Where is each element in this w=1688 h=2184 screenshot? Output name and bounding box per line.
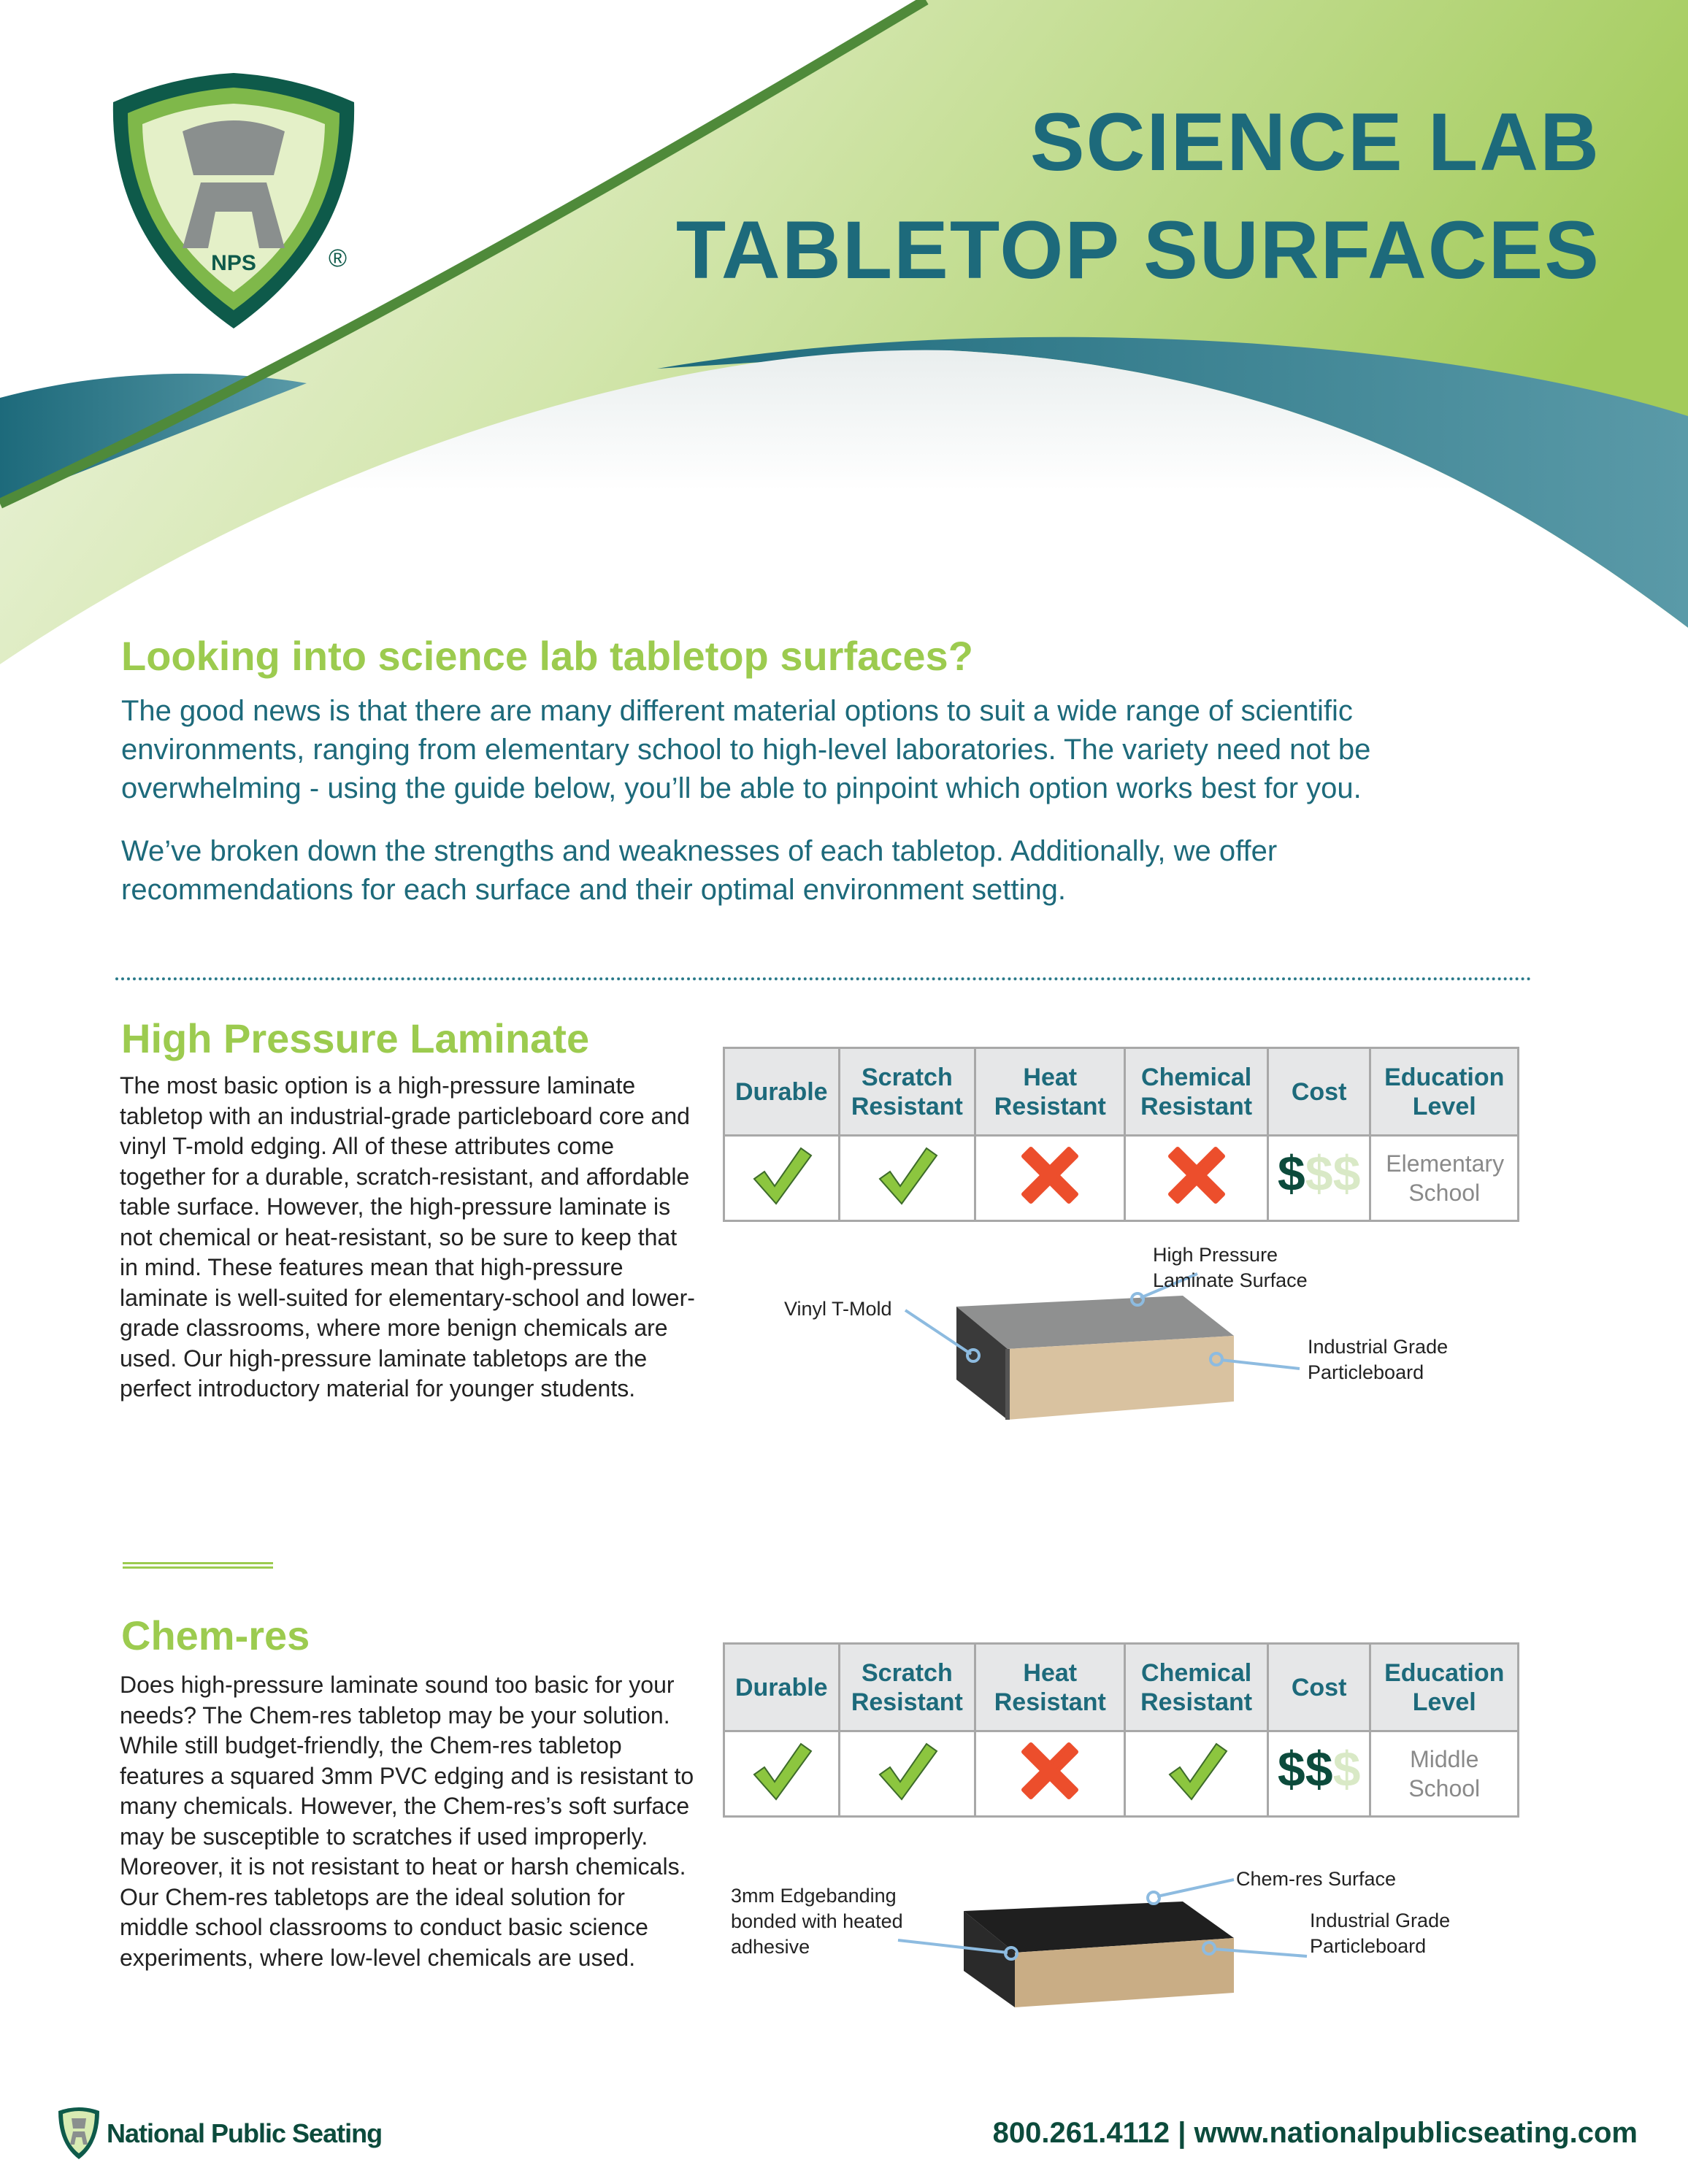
cross-icon	[975, 1731, 1125, 1817]
page-title-line2: TABLETOP SURFACES	[675, 204, 1600, 296]
dollar-icon: $	[1305, 1146, 1333, 1201]
column-header: Heat Resistant	[975, 1048, 1125, 1136]
column-header: Cost	[1267, 1048, 1370, 1136]
education-level: Elementary School	[1370, 1136, 1519, 1221]
cross-icon	[975, 1136, 1125, 1221]
column-header: Durable	[724, 1644, 840, 1731]
footer-logo-icon	[55, 2104, 102, 2161]
section-body-hpl: The most basic option is a high-pressure laminate tabletop with an industrial-grade particleboard core and vinyl T-mold edging. All of these attributes come together for a durable, scratch-resistant, and affordable table surface. However, the high-pressure laminate is not chemical or heat-resistant, so be sure to keep that in mind. These features mean that high-pressure laminate is well-suited for elementary-school and lower-grade classrooms, where more benign chemicals are used. Our high-pressure laminate tabletops are the perfect introductory material for younger students.	[120, 1072, 695, 1401]
dollar-icon: $	[1332, 1146, 1361, 1201]
table-header-row	[724, 1048, 1519, 1136]
label-particleboard-2: Industrial Grade Particleboard	[1310, 1910, 1451, 1957]
table-header-row	[724, 1644, 1519, 1731]
column-header: Cost	[1267, 1644, 1370, 1731]
check-icon	[724, 1136, 840, 1221]
check-icon	[1125, 1731, 1267, 1817]
check-icon	[839, 1136, 975, 1221]
check-icon	[839, 1731, 975, 1817]
dollar-icon: $	[1305, 1742, 1333, 1797]
check-icon	[724, 1731, 840, 1817]
section-title-hpl: High Pressure Laminate	[121, 1015, 590, 1061]
intro-paragraph-2: We’ve broken down the strengths and weaknesses of each tabletop. Additionally, we offer recommendations for each surface and their optimal environment setting.	[121, 835, 1278, 906]
column-header: Chemical Resistant	[1125, 1048, 1267, 1136]
column-header: Chemical Resistant	[1125, 1644, 1267, 1731]
column-header: Education Level	[1370, 1048, 1519, 1136]
dollar-icon: $	[1277, 1146, 1305, 1201]
registered-mark: ®	[329, 245, 348, 272]
dollar-icon: $	[1277, 1742, 1305, 1797]
label-laminate-surface: High Pressure Laminate Surface	[1153, 1244, 1308, 1291]
section-divider	[115, 977, 1532, 980]
column-header: Education Level	[1370, 1644, 1519, 1731]
cost-rating	[1267, 1731, 1370, 1817]
section-body-chemres: Does high-pressure laminate sound too basic for your needs? The Chem-res tabletop may be your solution. While still budget-friendly, the Chem-res tabletop features a squared 3mm PVC edging and is resistant to many chemicals. However, the Chem-res’s soft surface may be susceptible to scratches if used improperly. Moreover, it is not resistant to heat or harsh chemicals. Our Chem-res tabletops are the ideal solution for middle school classrooms to conduct basic science experiments, where low-level chemicals are used.	[120, 1672, 694, 1971]
label-particleboard: Industrial Grade Particleboard	[1308, 1336, 1449, 1383]
label-vinyl-tmold: Vinyl T-Mold	[784, 1298, 892, 1320]
footer-brand: National Public Seating	[107, 2118, 383, 2148]
label-edgebanding: 3mm Edgebanding bonded with heated adhesive	[731, 1885, 903, 1958]
spec-table-chemres	[723, 1642, 1519, 1818]
column-header: Heat Resistant	[975, 1644, 1125, 1731]
footer-contact[interactable]: 800.261.4112 | www.nationalpublicseating.com	[992, 2117, 1638, 2149]
nps-shield-logo	[106, 73, 361, 332]
table-row	[724, 1731, 1519, 1817]
dollar-icon: $	[1332, 1742, 1361, 1797]
section-title-chemres: Chem-res	[121, 1612, 310, 1658]
column-header: Scratch Resistant	[839, 1644, 975, 1731]
cost-rating	[1267, 1136, 1370, 1221]
spec-table-hpl	[723, 1047, 1519, 1222]
intro-paragraph-1: The good news is that there are many different material options to suit a wide range of scientific environments, ranging from elementary school to high-level laboratories. The variety need not be overwhelming - using the guide below, you’ll be able to pinpoint which option works best for you.	[121, 695, 1371, 804]
svg-text:NPS: NPS	[211, 251, 256, 275]
table-row	[724, 1136, 1519, 1221]
label-chemres-surface: Chem-res Surface	[1236, 1868, 1397, 1890]
column-header: Scratch Resistant	[839, 1048, 975, 1136]
page-title-line1: SCIENCE LAB	[1029, 96, 1600, 188]
column-header: Durable	[724, 1048, 840, 1136]
education-level: Middle School	[1370, 1731, 1519, 1817]
section-accent-line	[123, 1562, 273, 1569]
intro-heading: Looking into science lab tabletop surfaces?	[121, 633, 973, 679]
cross-icon	[1125, 1136, 1267, 1221]
